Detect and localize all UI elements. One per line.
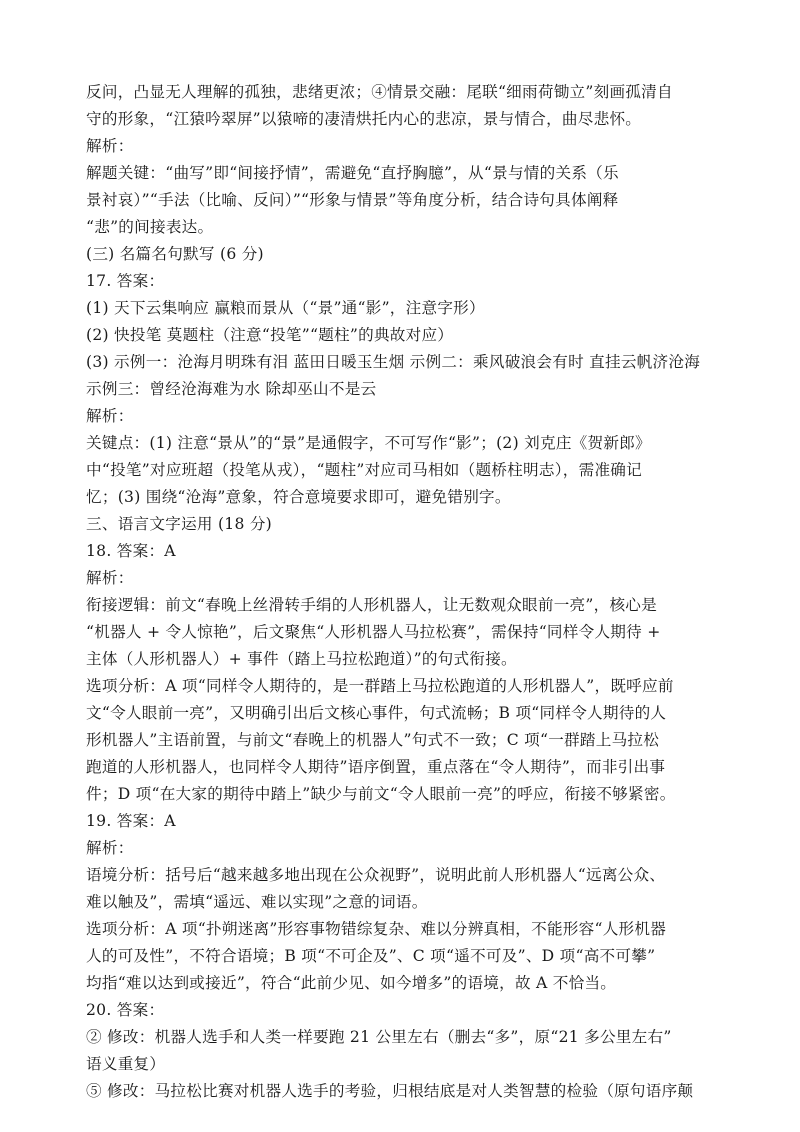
text-line: 件；D 项“在大家的期待中踏上”缺少与前文“令人眼前一亮”的呼应，衔接不够紧密。 xyxy=(86,785,676,803)
text-line: 形机器人”主语前置，与前文“春晚上的机器人”句式不一致；C 项“一群踏上马拉松 xyxy=(86,731,660,749)
text-line: 衔接逻辑：前文“春晚上丝滑转手绢的人形机器人，让无数观众眼前一亮”，核心是 xyxy=(86,596,657,614)
text-line: 示例三：曾经沧海难为水 除却巫山不是云 xyxy=(86,380,377,398)
section-heading: 三、语言文字运用 (18 分) xyxy=(86,515,273,533)
text-line: (2) 快投笔 莫题柱（注意“投笔”“题柱”的典故对应） xyxy=(86,326,454,344)
text-line: 均指“难以达到或接近”，符合“此前少见、如今增多”的语境，故 A 不恰当。 xyxy=(86,974,617,992)
section-heading: (三) 名篇名句默写 (6 分) xyxy=(86,245,264,263)
question-answer-label: 20. 答案： xyxy=(86,1001,165,1019)
text-line: ⑤ 修改：马拉松比赛对机器人选手的考验，归根结底是对人类智慧的检验（原句语序颠 xyxy=(86,1082,694,1100)
question-answer-label: 19. 答案：A xyxy=(86,812,176,830)
text-line: 景衬哀）”“手法（比喻、反问）”“形象与情景”等角度分析，结合诗句具体阐释 xyxy=(86,191,619,209)
text-line: 跑道的人形机器人，也同样令人期待”语序倒置，重点落在“令人期待”，而非引出事 xyxy=(86,758,666,776)
text-line: (1) 天下云集响应 赢粮而景从（“景”通“影”，注意字形） xyxy=(86,299,485,317)
text-line: 文“令人眼前一亮”，又明确引出后文核心事件，句式流畅；B 项“同样令人期待的人 xyxy=(86,704,667,722)
question-answer-label: 17. 答案： xyxy=(86,272,165,290)
text-line: 解析： xyxy=(86,407,134,425)
text-line: 难以触及”，需填“遥远、难以实现”之意的词语。 xyxy=(86,893,428,911)
text-line: 人的可及性”，不符合语境；B 项“不可企及”、C 项“遥不可及”、D 项“高不可攀” xyxy=(86,947,656,965)
text-line: 语义重复） xyxy=(86,1055,166,1073)
text-line: (3) 示例一：沧海月明珠有泪 蓝田日暖玉生烟 示例二：乘风破浪会有时 直挂云帆济沧海 xyxy=(86,353,701,371)
text-line: 关键点：(1) 注意“景从”的“景”是通假字，不可写作“影”；(2) 刘克庄《贺新郎》 xyxy=(86,434,651,452)
text-line: 解析： xyxy=(86,569,134,587)
text-line: 忆；(3) 围绕“沧海”意象，符合意境要求即可，避免错别字。 xyxy=(86,488,511,506)
text-line: “机器人 + 令人惊艳”，后文聚焦“人形机器人马拉松赛”，需保持“同样令人期待 + xyxy=(86,623,661,641)
text-line: 解题关键：“曲写”即“间接抒情”，需避免“直抒胸臆”，从“景与情的关系（乐 xyxy=(86,164,619,182)
text-line: ② 修改：机器人选手和人类一样要跑 21 公里左右（删去“多”，原“21 多公里左右” xyxy=(86,1028,672,1046)
text-line: 选项分析：A 项“扑朔迷离”形容事物错综复杂、难以分辨真相，不能形容“人形机器 xyxy=(86,920,667,938)
text-line: 语境分析：括号后“越来越多地出现在公众视野”，说明此前人形机器人“远离公众、 xyxy=(86,866,666,884)
text-line: 反问，凸显无人理解的孤独，悲绪更浓；④情景交融：尾联“细雨荷锄立”刻画孤清自 xyxy=(86,83,673,101)
text-line: 解析： xyxy=(86,137,134,155)
question-answer-label: 18. 答案：A xyxy=(86,542,176,560)
text-line: 守的形象，“江猿吟翠屏”以猿啼的凄清烘托内心的悲凉，景与情合，曲尽悲怀。 xyxy=(86,110,642,128)
text-line: 中“投笔”对应班超（投笔从戎），“题柱”对应司马相如（题桥柱明志），需准确记 xyxy=(86,461,642,479)
text-line: 解析： xyxy=(86,839,134,857)
answer-analysis-text xyxy=(86,79,726,1105)
text-line: “悲”的间接表达。 xyxy=(86,218,214,236)
text-line: 选项分析：A 项“同样令人期待的，是一群踏上马拉松跑道的人形机器人”，既呼应前 xyxy=(86,677,674,695)
text-line: 主体（人形机器人）+ 事件（踏上马拉松跑道）”的句式衔接。 xyxy=(86,650,517,668)
